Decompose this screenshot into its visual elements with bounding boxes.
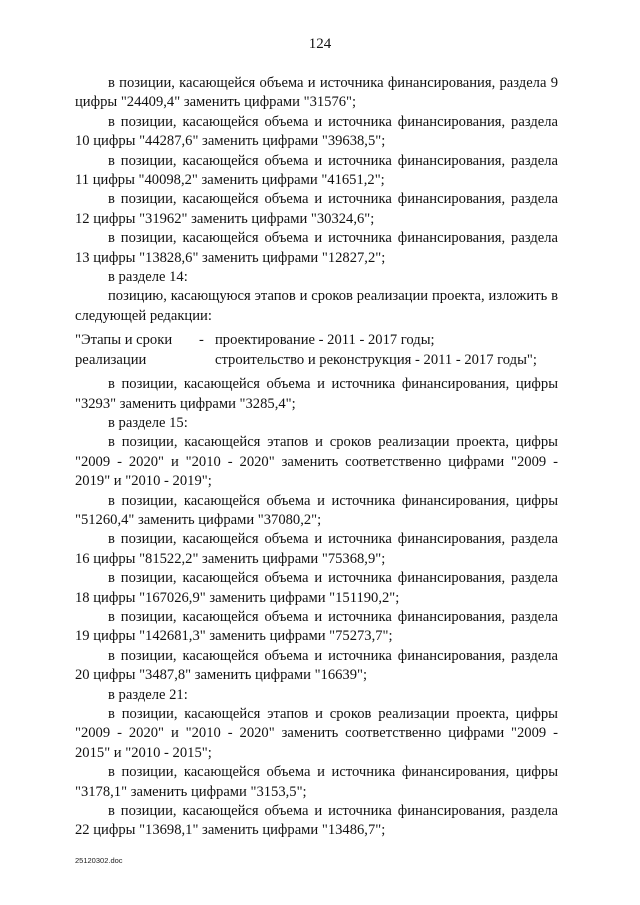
paragraph-section-9: в позиции, касающейся объема и источника финансирования, раздела 9 цифры "24409,4" заменить цифрами "31576"; bbox=[75, 75, 558, 111]
quoted-row-1 bbox=[75, 331, 558, 350]
quoted-dash: - bbox=[199, 332, 204, 349]
quoted-stages-block bbox=[75, 331, 558, 370]
heading-section-14: в разделе 14: bbox=[108, 269, 188, 286]
heading-section-21: в разделе 21: bbox=[108, 686, 188, 703]
paragraph-section-14-financing: в позиции, касающейся объема и источника финансирования, цифры "3293" заменить цифрами "3285,4"; bbox=[75, 376, 558, 412]
paragraph-section-15-stages: в позиции, касающейся этапов и сроков реализации проекта, цифры "2009 - 2020" и "2010 - 2020" заменить соответственно цифрами "2009 - 2019" и "2010 - 2019"; bbox=[75, 434, 558, 490]
heading-section-15: в разделе 15: bbox=[108, 414, 188, 431]
paragraph-section-20: в позиции, касающейся объема и источника финансирования, раздела 20 цифры "3487,8" заменить цифрами "16639"; bbox=[75, 647, 558, 684]
paragraph-section-15-financing: в позиции, касающейся объема и источника финансирования, цифры "51260,4" заменить цифрами "37080,2"; bbox=[75, 492, 558, 528]
quoted-row-2 bbox=[75, 351, 558, 370]
paragraph-section-14-stages: позицию, касающуюся этапов и сроков реализации проекта, изложить в следующей редакции: bbox=[75, 288, 558, 324]
quoted-label-line-2: реализации bbox=[75, 351, 147, 368]
paragraph-section-12: в позиции, касающейся объема и источника финансирования, раздела 12 цифры "31962" заменить цифрами "30324,6"; bbox=[75, 191, 558, 227]
quoted-value-line-1: проектирование - 2011 - 2017 годы; bbox=[215, 332, 435, 349]
paragraph-section-19: в позиции, касающейся объема и источника финансирования, раздела 19 цифры "142681,3" заменить цифрами "75273,7"; bbox=[75, 608, 558, 645]
footer-filename: 25120302.doc bbox=[75, 856, 123, 865]
paragraph-section-22: в позиции, касающейся объема и источника финансирования, раздела 22 цифры "13698,1" заменить цифрами "13486,7"; bbox=[75, 803, 558, 839]
quoted-label-line-1: "Этапы и сроки bbox=[75, 332, 173, 349]
quoted-value-line-2: строительство и реконструкция - 2011 - 2017 годы"; bbox=[215, 351, 537, 368]
paragraph-section-18: в позиции, касающейся объема и источника финансирования, раздела 18 цифры "167026,9" заменить цифрами "151190,2"; bbox=[75, 570, 558, 606]
document-body bbox=[75, 74, 558, 841]
paragraph-section-16: в позиции, касающейся объема и источника финансирования, раздела 16 цифры "81522,2" заменить цифрами "75368,9"; bbox=[75, 531, 558, 567]
paragraph-section-13: в позиции, касающейся объема и источника финансирования, раздела 13 цифры "13828,6" заменить цифрами "12827,2"; bbox=[75, 230, 558, 266]
paragraph-section-21-stages: в позиции, касающейся этапов и сроков реализации проекта, цифры "2009 - 2020" и "2010 - 2020" заменить соответственно цифрами "2009 - 2015" и "2010 - 2015"; bbox=[75, 706, 558, 761]
paragraph-section-11: в позиции, касающейся объема и источника финансирования, раздела 11 цифры "40098,2" заменить цифрами "41651,2"; bbox=[75, 152, 558, 189]
paragraph-section-10: в позиции, касающейся объема и источника финансирования, раздела 10 цифры "44287,6" заменить цифрами "39638,5"; bbox=[75, 113, 558, 150]
paragraph-section-21-financing: в позиции, касающейся объема и источника финансирования, цифры "3178,1" заменить цифрами "3153,5"; bbox=[75, 764, 558, 800]
page-number: 124 bbox=[308, 36, 332, 52]
